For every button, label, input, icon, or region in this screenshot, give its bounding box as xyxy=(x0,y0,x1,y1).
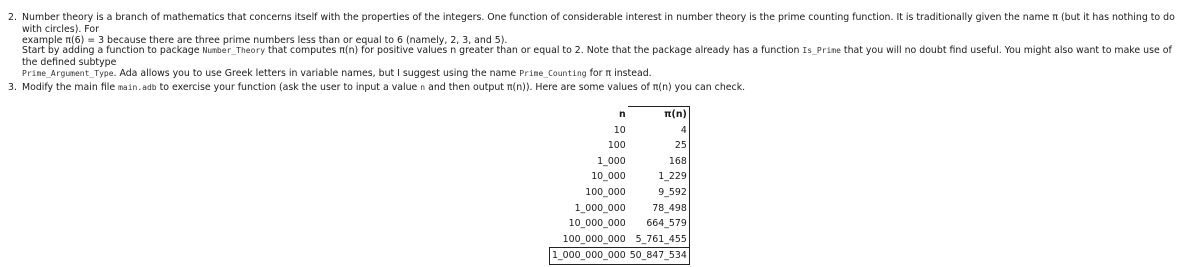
table-row xyxy=(550,169,690,185)
table-row xyxy=(550,232,690,248)
code-function-name: Is_Prime xyxy=(802,46,841,55)
item-2-instructions xyxy=(22,45,1190,80)
text: . Ada allows you to use Greek letters in variable names, but I suggest using the name xyxy=(113,68,520,80)
table-row xyxy=(550,138,690,154)
text: Modify the main file xyxy=(22,82,119,93)
cell-pi: 4 xyxy=(628,123,690,139)
cell-pi: 78_498 xyxy=(628,201,690,217)
column-header-pi: π(n) xyxy=(628,107,690,123)
table-row xyxy=(550,201,690,217)
item-2-paragraph xyxy=(22,12,1190,47)
table-header-row xyxy=(550,107,690,123)
cell-pi: 5_761_455 xyxy=(628,232,690,248)
code-file-name: main.adb xyxy=(118,83,157,92)
table-row xyxy=(550,248,690,265)
cell-pi: 1_229 xyxy=(628,169,690,185)
code-package-name: Number_Theory xyxy=(202,46,266,55)
cell-pi: 9_592 xyxy=(628,185,690,201)
list-item-3 xyxy=(8,82,1190,94)
code-subtype-name: Prime_Argument_Type xyxy=(22,69,114,79)
cell-pi: 25 xyxy=(628,138,690,154)
item-2-line-2: example π(6) = 3 because there are three prime numbers less than or equal to 6 (namely, 2, 3, and 5). xyxy=(22,35,508,47)
list-number: 2. xyxy=(8,12,17,23)
cell-n: 1_000 xyxy=(597,155,626,167)
cell-n: 1_000_000_000 xyxy=(550,248,628,265)
text: Start by adding a function to package xyxy=(22,45,203,56)
cell-n: 100_000 xyxy=(585,186,626,198)
cell-n: 10 xyxy=(613,124,626,136)
item-2-line-1: Number theory is a branch of mathematics that concerns itself with the properties of the integers. One function of considerable interest in number theory is the prime counting function. It is traditionally given the name π (but it has nothing to do with circles). For xyxy=(22,12,1175,35)
list-item-2 xyxy=(8,12,1190,47)
text: for π instead. xyxy=(586,68,652,80)
text: to exercise your function (ask the user to input a value xyxy=(156,82,421,93)
list-number: 3. xyxy=(8,82,17,93)
cell-n: 10_000_000 xyxy=(568,218,626,230)
prime-counting-table xyxy=(549,106,690,265)
column-header-n: n xyxy=(619,108,626,120)
text: that computes π(n) for positive values n greater than or equal to 2. Note that the package already has a function xyxy=(265,45,803,56)
cell-n: 1_000_000 xyxy=(574,202,626,214)
cell-pi: 664_579 xyxy=(628,216,690,232)
text: and then output π(n)). Here are some values of π(n) you can check. xyxy=(425,82,746,93)
cell-n: 100 xyxy=(607,140,626,152)
code-variable-name: n xyxy=(420,83,426,92)
table-row xyxy=(550,216,690,232)
code-suggested-name: Prime_Counting xyxy=(519,69,587,79)
table-row xyxy=(550,185,690,201)
table-row xyxy=(550,123,690,139)
table-row xyxy=(550,154,690,170)
cell-n: 100_000_000 xyxy=(562,233,626,245)
text: that you will no doubt find useful. You might also want to make use of the defined subtype xyxy=(22,45,1172,68)
item-3-paragraph xyxy=(22,82,1190,94)
cell-pi: 50_847_534 xyxy=(628,248,690,265)
cell-n: 10_000 xyxy=(591,171,626,183)
cell-pi: 168 xyxy=(628,154,690,170)
